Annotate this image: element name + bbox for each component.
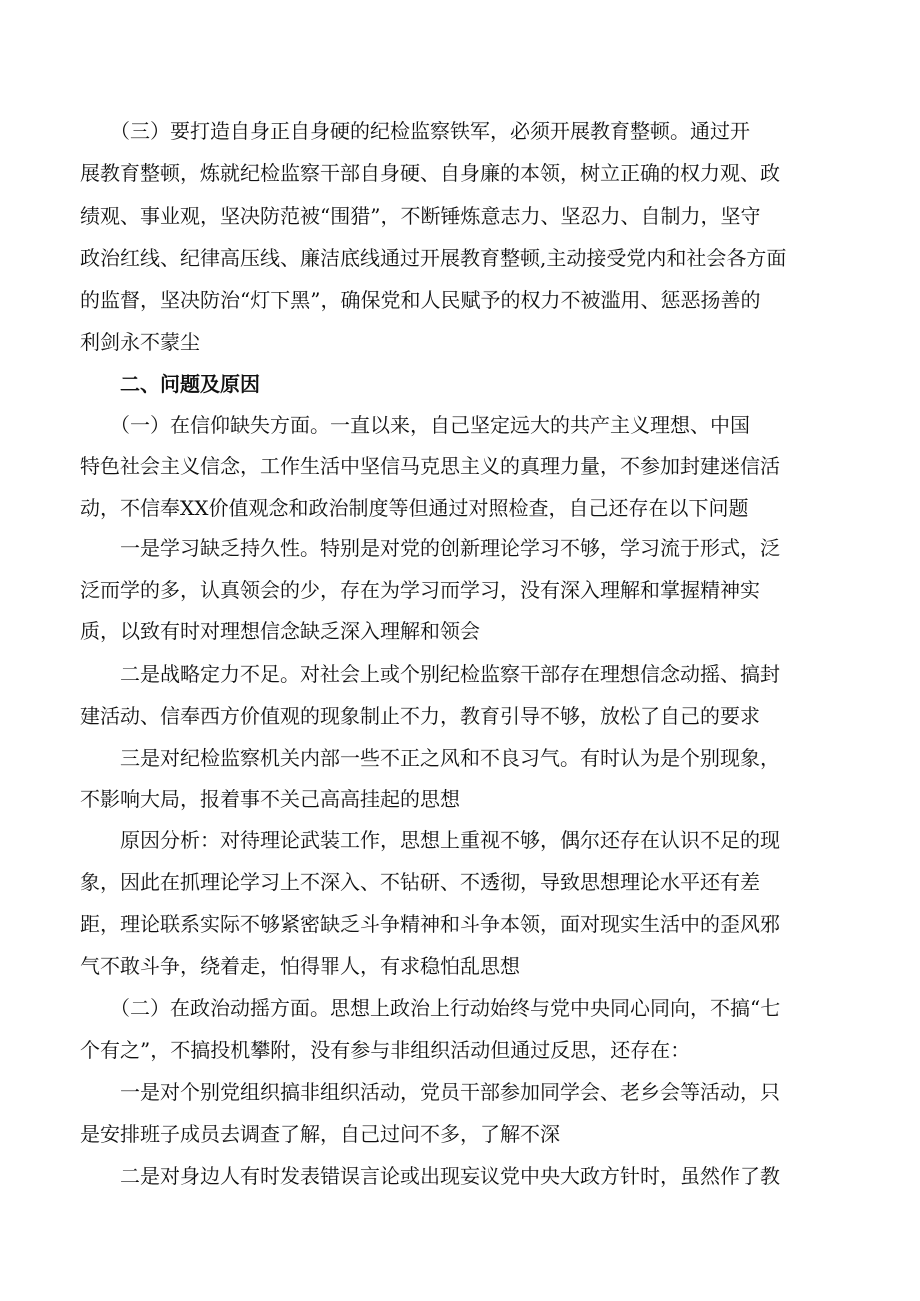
- paragraph-line: 质，以致有时对理想信念缺乏深入理解和领会: [80, 619, 480, 643]
- paragraph-line: 不影响大局，报着事不关己高高挂起的思想: [80, 787, 460, 811]
- paragraph-line: （一）在信仰缺失方面。一直以来，自己坚定远大的共产主义理想、中国: [80, 413, 750, 437]
- paragraph-line: 二是战略定力不足。对社会上或个别纪检监察干部存在理想信念动摇、搞封: [80, 662, 780, 686]
- paragraph-line: 政治红线、纪律高压线、廉洁底线通过开展教育整顿,主动接受党内和社会各方面: [80, 246, 787, 270]
- paragraph-line: （三）要打造自身正自身硬的纪检监察铁军，必须开展教育整顿。通过开: [80, 119, 750, 143]
- paragraph-line: 三是对纪检监察机关内部一些不正之风和不良习气。有时认为是个别现象，: [80, 746, 780, 770]
- paragraph-line: 一是学习缺乏持久性。特别是对党的创新理论学习不够，学习流于形式，泛: [80, 536, 780, 560]
- paragraph-line: 距，理论联系实际不够紧密缺乏斗争精神和斗争本领，面对现实生活中的歪风邪: [80, 912, 780, 936]
- paragraph-line: 一是对个别党组织搞非组织活动，党员干部参加同学会、老乡会等活动，只: [80, 1080, 780, 1104]
- paragraph-line: 个有之”，不搞投机攀附，没有参与非组织活动但通过反思，还存在：: [80, 1038, 691, 1062]
- paragraph-line: 的监督，坚决防治“灯下黑”，确保党和人民赋予的权力不被滥用、惩恶扬善的: [80, 288, 761, 312]
- paragraph-line: 是安排班子成员去调查了解，自己过问不多，了解不深: [80, 1122, 560, 1146]
- paragraph-line: 动，不信奉XX价值观念和政治制度等但通过对照检查，自己还存在以下问题: [80, 496, 749, 520]
- paragraph-line: 绩观、事业观，坚决防范被“围猎”，不断锤炼意志力、坚忍力、自制力，坚守: [80, 204, 761, 228]
- paragraph-line: （二）在政治动摇方面。思想上政治上行动始终与党中央同心同向，不搞“七: [80, 996, 781, 1020]
- paragraph-line: 利剑永不蒙尘: [80, 330, 200, 354]
- paragraph-line: 象，因此在抓理论学习上不深入、不钻研、不透彻，导致思想理论水平还有差: [80, 870, 760, 894]
- section-heading: 二、问题及原因: [80, 372, 260, 396]
- paragraph-line: 泛而学的多，认真领会的少，存在为学习而学习，没有深入理解和掌握精神实: [80, 578, 760, 602]
- paragraph-line: 原因分析：对待理论武装工作，思想上重视不够，偶尔还存在认识不足的现: [80, 828, 780, 852]
- paragraph-line: 气不敢斗争，绕着走，怕得罪人，有求稳怕乱思想: [80, 954, 520, 978]
- paragraph-line: 展教育整顿，炼就纪检监察干部自身硬、自身廉的本领，树立正确的权力观、政: [80, 161, 780, 185]
- paragraph-line: 建活动、信奉西方价值观的现象制止不力，教育引导不够，放松了自己的要求: [80, 704, 760, 728]
- paragraph-line: 特色社会主义信念，工作生活中坚信马克思主义的真理力量，不参加封建迷信活: [80, 454, 780, 478]
- paragraph-line: 二是对身边人有时发表错误言论或出现妄议党中央大政方针时，虽然作了教: [80, 1164, 780, 1188]
